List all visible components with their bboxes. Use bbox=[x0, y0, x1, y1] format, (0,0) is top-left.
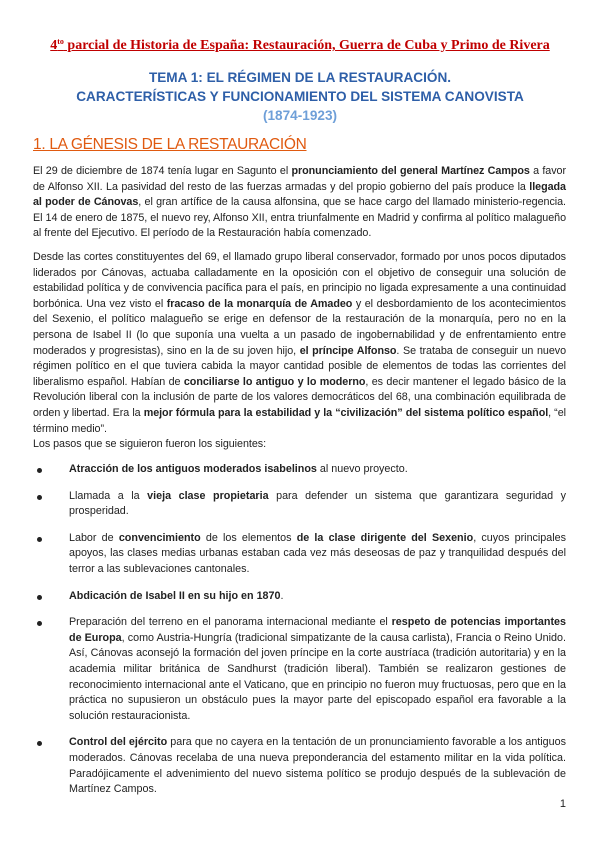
text-run: El 29 de diciembre de 1874 tenía lugar en Sagunto el bbox=[33, 165, 292, 177]
bold-text: el príncipe Alfonso bbox=[299, 344, 397, 357]
page-number: 1 bbox=[559, 798, 566, 810]
text-run: Desde las cortes constituyentes del 69, el llamado grupo liberal conservador, formado por unos pocos diputados liderados por Cánovas, actuaba calladamente en la oposición con el objetivo de conseguir una solución de estabilidad política y de convivencia pacífica para el país, en principio no ligada expresamente a una continuidad borbónica. Una vez visto el bbox=[33, 251, 566, 310]
text-run: , como Austria-Hungría (tradicional simpatizante de la causa carlista), Francia o Reino Unido. Así, Cánovas aconsejó la formación del joven príncipe en la corte austríaca (tradición autoritaria) y en la academia militar británica de Sandhurst (tradición liberal). También se realizaron gestiones de reconocimiento internacional ante el Vaticano, que en principio no fueron muy fructuosas, pero que en la práctica no supusieron un obstáculo pues la mayor parte del episcopado español era favorable a la solución restauracionista. bbox=[69, 631, 566, 722]
list-item bbox=[33, 735, 566, 797]
paragraph-2 bbox=[33, 250, 566, 437]
header-ordinal-suffix: to bbox=[57, 37, 64, 46]
bullet-dot-icon bbox=[37, 621, 42, 626]
bold-text: respeto de potencias importantes de Europa bbox=[69, 616, 567, 644]
bold-text: de la clase dirigente del Sexenio bbox=[296, 531, 474, 544]
bold-text: Abdicación de Isabel II en su hijo en 1870 bbox=[69, 589, 281, 602]
bullet-dot-icon bbox=[37, 741, 42, 746]
text-run: de los elementos bbox=[200, 531, 297, 544]
text-run: al nuevo proyecto. bbox=[316, 463, 408, 475]
bold-text: conciliarse lo antiguo y lo moderno bbox=[183, 375, 366, 388]
paragraph-3 bbox=[33, 437, 566, 453]
text-run: Preparación del terreno en el panorama internacional mediante el bbox=[69, 616, 392, 629]
text-run: , “el término medio”. bbox=[33, 406, 566, 435]
bold-text: Control del ejército bbox=[69, 736, 168, 749]
text-run: , el gran artífice de la causa alfonsina, que se hace cargo del llamado ministerio-regencia. El 14 de enero de 1875, el nuevo rey, Alfonso XII, entra triunfalmente en Madrid y confirma al político malagueño al frente del Ejecutivo. El período de la Restauración había comenzado. bbox=[33, 196, 566, 240]
bold-text: vieja clase propietaria bbox=[147, 489, 269, 502]
bold-text: convencimiento bbox=[118, 531, 201, 544]
text-run: . Se trataba de conseguir un nuevo régimen político en el que tuviera cabida la mayor cantidad posible de elementos de todas las corrientes del liberalismo español. Habían de bbox=[33, 344, 566, 388]
header-ordinal: 4 bbox=[50, 38, 58, 53]
title-line-1: TEMA 1: EL RÉGIMEN DE LA RESTAURACIÓN. bbox=[148, 70, 452, 85]
list-item bbox=[33, 531, 566, 578]
list-item-text bbox=[69, 532, 566, 575]
bold-text: pronunciamiento del general Martínez Campos bbox=[291, 165, 530, 177]
list-item-text bbox=[69, 490, 566, 518]
list-item-text bbox=[69, 590, 283, 602]
list-item bbox=[33, 615, 566, 724]
text-run: , es decir mantener el legado básico de la Revolución liberal con la inclusión de parte de los valores democráticos del 68, una combinación equilibrada de orden y libertad. Era la bbox=[33, 375, 566, 419]
document-header bbox=[0, 37, 600, 54]
bullet-dot-icon bbox=[37, 468, 42, 473]
text-run: para que no cayera en la tentación de un pronunciamiento favorable a los antiguos moderados. Cánovas recelaba de una nueva preponderancia del estamento militar en la vida política. Paradójicamente el advenimiento del nuevo sistema político se produjo después de la sublevación de Martínez Campos. bbox=[69, 736, 566, 796]
text-run: Los pasos que se siguieron fueron los siguientes: bbox=[33, 438, 267, 450]
topic-title bbox=[0, 68, 600, 125]
list-item bbox=[33, 489, 566, 520]
header-text: parcial de Historia de España: Restauración, Guerra de Cuba y Primo de Rivera bbox=[63, 38, 550, 53]
bullet-dot-icon bbox=[37, 537, 42, 542]
list-item-text bbox=[69, 616, 566, 722]
steps-list bbox=[33, 462, 566, 809]
bold-text: llegada al poder de Cánovas bbox=[33, 180, 566, 209]
bold-text: fracaso de la monarquía de Amadeo bbox=[166, 297, 353, 310]
bold-text: mejor fórmula para la estabilidad y la “civilización” del sistema político español bbox=[143, 406, 549, 419]
list-item-text bbox=[69, 463, 408, 475]
text-run: a favor de Alfonso XII. La pasividad del resto de las fuerzas armadas y del propio gobierno del país produce la bbox=[33, 165, 567, 193]
list-item bbox=[33, 462, 566, 478]
title-years: (1874-1923) bbox=[262, 108, 338, 123]
bold-text: Atracción de los antiguos moderados isabelinos bbox=[69, 463, 317, 475]
paragraph-1 bbox=[33, 164, 566, 242]
list-item-text bbox=[69, 736, 566, 795]
text-run: y el desbordamiento de los acontecimientos del Sexenio, el político malagueño se erige en defensor de la restauración de la monarquía, pero no en la persona de Isabel II (lo que suponía una vuelta a un pasado de ingobernabilidad y de enfrentamiento entre moderados y progresistas), sino en la de su joven hijo, bbox=[33, 297, 566, 357]
bullet-dot-icon bbox=[37, 495, 42, 500]
text-run: Llamada a la bbox=[69, 489, 148, 502]
text-run: . bbox=[280, 589, 284, 602]
bullet-dot-icon bbox=[37, 595, 42, 600]
list-item bbox=[33, 589, 566, 605]
text-run: , cuyos principales apoyos, las clases medias urbanas estaban cada vez más deseosas de paz y tranquilidad después del terror a las sublevaciones cantonales. bbox=[69, 531, 567, 575]
text-run: para defender un sistema que garantizara seguridad y prosperidad. bbox=[69, 489, 567, 518]
text-run: Labor de bbox=[69, 531, 119, 544]
section-heading: 1. LA GÉNESIS DE LA RESTAURACIÓN bbox=[33, 136, 307, 153]
title-line-2: CARACTERÍSTICAS Y FUNCIONAMIENTO DEL SISTEMA CANOVISTA bbox=[76, 89, 524, 104]
